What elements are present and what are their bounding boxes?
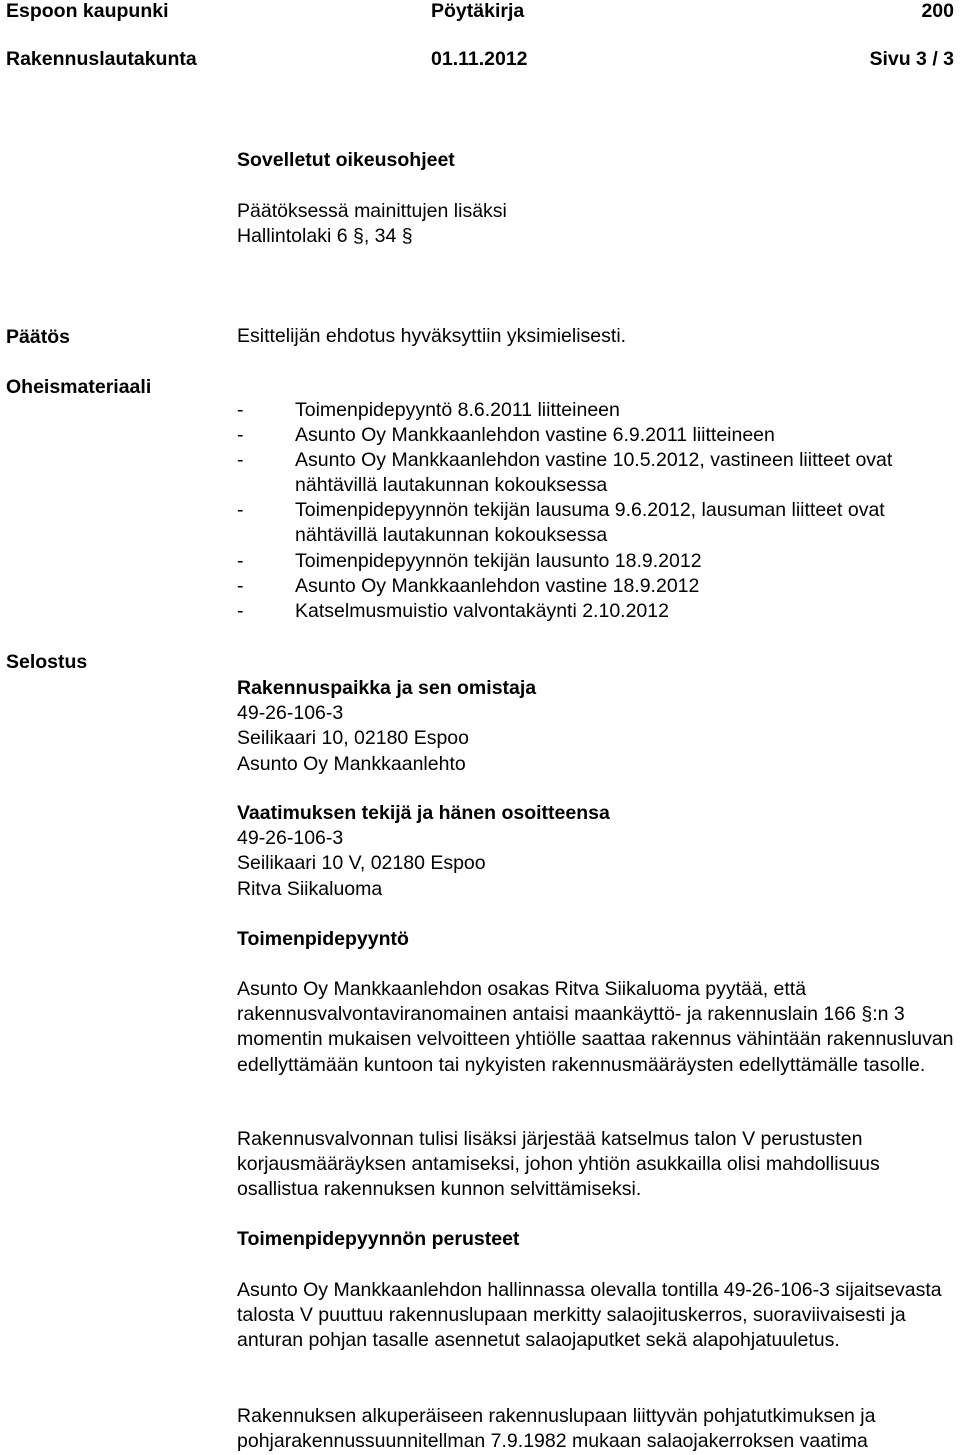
applied-law-title: Sovelletut oikeusohjeet xyxy=(237,149,455,171)
list-item: - Asunto Oy Mankkaanlehdon vastine 18.9.2012 xyxy=(237,574,700,597)
requester-line: 49-26-106-3 xyxy=(237,827,344,850)
grounds-title: Toimenpidepyynnön perusteet xyxy=(237,1228,520,1250)
page-indicator: Sivu 3 / 3 xyxy=(869,48,954,70)
applied-law-text xyxy=(237,199,954,249)
list-item: - Toimenpidepyynnön tekijän lausunto 18.9.2012 xyxy=(237,549,702,572)
list-item: - Toimenpidepyynnön tekijän lausuma 9.6.2012, lausuman liitteet ovat nähtävillä lautakunnan kokouksessa xyxy=(237,499,885,547)
decision-text: Esittelijän ehdotus hyväksyttiin yksimielisesti. xyxy=(237,325,627,347)
document-header xyxy=(6,0,954,26)
site-line: Asunto Oy Mankkaanlehto xyxy=(237,752,466,775)
requester-section xyxy=(237,801,954,902)
list-item: - Katselmusmuistio valvontakäynti 2.10.2012 xyxy=(237,599,669,622)
meeting-date: 01.11.2012 xyxy=(431,48,528,70)
requester-line: Seilikaari 10 V, 02180 Espoo xyxy=(237,852,486,875)
applied-law-line: Päätöksessä mainittujen lisäksi xyxy=(237,200,507,222)
site-line: 49-26-106-3 xyxy=(237,702,344,725)
board-name: Rakennuslautakunta xyxy=(6,48,197,70)
site-line: Seilikaari 10, 02180 Espoo xyxy=(237,727,469,750)
request-title: Toimenpidepyyntö xyxy=(237,928,409,950)
list-item: - Asunto Oy Mankkaanlehdon vastine 6.9.2011 liitteineen xyxy=(237,424,775,447)
grounds-paragraph-1: Asunto Oy Mankkaanlehdon hallinnassa olevalla tontilla 49-26-106-3 sijaitsevasta talosta V puuttuu rakennuslupaan merkitty salaojituskerros, suoraviivaisesti ja anturan pohjan tasalle asennetut salaojaputket sekä alapohjatuuletus. xyxy=(237,1279,942,1352)
list-item: - Asunto Oy Mankkaanlehdon vastine 10.5.2012, vastineen liitteet ovat nähtävillä lautakunnan kokouksessa xyxy=(237,449,893,497)
document-subheader xyxy=(6,48,954,74)
document-number: 200 xyxy=(921,0,954,22)
attachments-label: Oheismateriaali xyxy=(6,376,152,398)
org-name: Espoon kaupunki xyxy=(6,0,169,22)
requester-line: Ritva Siikaluoma xyxy=(237,877,383,900)
description-label: Selostus xyxy=(6,651,88,673)
applied-law-line: Hallintolaki 6 §, 34 § xyxy=(237,225,413,248)
document-type: Pöytäkirja xyxy=(431,0,525,22)
attachments-list xyxy=(237,398,956,624)
site-section xyxy=(237,676,954,777)
request-paragraph-2: Rakennusvalvonnan tulisi lisäksi järjestää katselmus talon V perustusten korjausmääräyksen antamiseksi, johon yhtiön asukkailla olisi mahdollisuus osallistua rakennuksen kunnon selvittämiseksi. xyxy=(237,1128,880,1201)
requester-title: Vaatimuksen tekijä ja hänen osoitteensa xyxy=(237,802,610,824)
grounds-paragraph-2: Rakennuksen alkuperäiseen rakennuslupaan liittyvän pohjatutkimuksen ja pohjarakennussuunnitellman 7.9.1982 mukaan salaojakerroksen vaatima xyxy=(237,1405,876,1453)
request-paragraph-1: Asunto Oy Mankkaanlehdon osakas Ritva Siikaluoma pyytää, että rakennusvalvontaviranomainen antaisi maankäyttö- ja rakennuslain 166 §:n 3 momentin mukaisen velvoitteen yhtiölle saattaa rakennus vähintään rakennusluvan edellyttämään kuntoon tai nykyisten rakennusmääräysten edellyttämälle tasolle. xyxy=(237,978,954,1076)
site-title: Rakennuspaikka ja sen omistaja xyxy=(237,677,537,699)
list-item: - Toimenpidepyyntö 8.6.2011 liitteineen xyxy=(237,399,620,421)
decision-label: Päätös xyxy=(6,326,70,348)
